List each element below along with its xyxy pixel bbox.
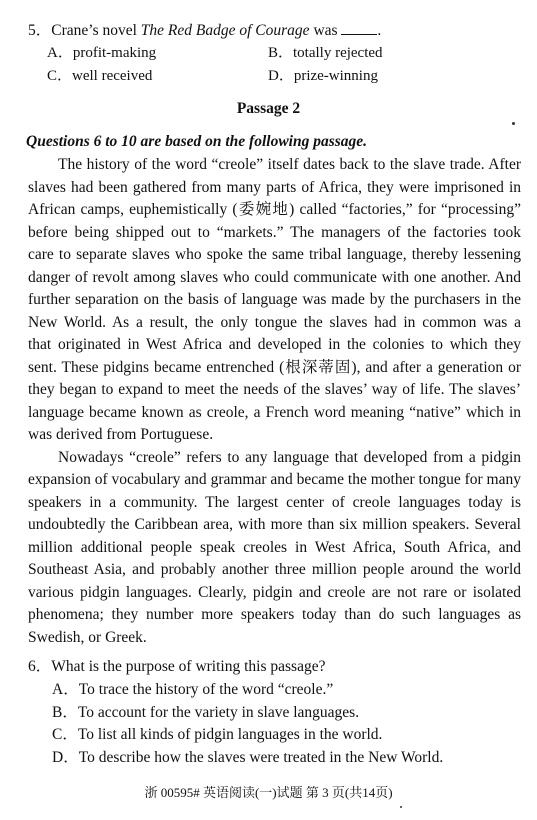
paragraph-line: slaves had been gathered from many parts of Africa, they were imprisoned in	[28, 179, 521, 196]
paragraph-line: various pidgin languages. Clearly, pidgin and creole are not rare or isolated	[28, 584, 521, 601]
novel-title: The Red Badge of Courage	[140, 22, 310, 39]
paragraph-line: further separation on the basis of language was made by the purchasers in the	[28, 291, 521, 308]
paragraph-line: before being shipped out to “markets.” The managers of the factories took	[28, 224, 521, 241]
paragraph-line: African camps, euphemistically (委婉地) called “factories,” for “processing”	[28, 201, 521, 218]
paragraph-line: New World. As a result, the only tongue the slaves had in common was a	[28, 314, 521, 331]
paragraph-line: Nowadays “creole” refers to any language that developed from a pidgin	[58, 449, 521, 466]
paragraph-line: undoubtedly the Caribbean area, with more than six million speakers. Several	[28, 516, 521, 533]
paragraph-line: sent. These pidgins became entrenched (根深蒂固), and after a generation or	[28, 359, 521, 376]
paragraph-line: phenomena; they number more speakers today than do such languages as	[28, 606, 521, 623]
question-6-stem: 6．What is the purpose of writing this passage?	[28, 658, 326, 675]
page-footer: 浙 00595# 英语阅读(一)试题 第 3 页(共14页)	[144, 785, 393, 800]
paragraph-line: they began to expand to meet the needs of the slaves’ way of life. The slaves’	[28, 381, 521, 398]
passage-title: Passage 2	[236, 100, 301, 117]
paragraph-line: expansion of vocabulary and grammar and became the mother tongue for many	[28, 471, 521, 488]
paragraph-line: that originated in West Africa and developed in the colonies to which they	[28, 336, 521, 353]
q6-option-d: D．To describe how the slaves were treated in the New World.	[52, 749, 444, 766]
paragraph-line-last: was derived from Portuguese.	[28, 426, 214, 443]
q5-option-b: B．totally rejected	[268, 45, 383, 61]
paragraph-line: care to separate slaves who spoke the same tribal language, thereby lessening	[28, 246, 521, 263]
q5-option-a: A．profit-making	[47, 45, 157, 61]
q5-prefix: 5．Crane’s novel	[28, 22, 141, 39]
q5-suffix: was	[309, 22, 338, 39]
paragraph-line: speakers in a community. The largest center of creole languages today is	[28, 494, 521, 511]
paragraph-line: Southeast Asia, and probably another three million people around the world	[28, 561, 521, 578]
q6-option-b: B．To account for the variety in slave languages.	[52, 704, 360, 721]
paragraph-line: language became known as creole, a French word meaning “native” which in	[28, 404, 521, 421]
q6-option-a: A．To trace the history of the word “creole.”	[52, 681, 334, 698]
q5-option-c: C．well received	[47, 68, 153, 84]
paragraph-line: million additional people speak creoles in West Africa, South Africa, and	[28, 539, 521, 556]
questions-heading: Questions 6 to 10 are based on the following passage.	[26, 133, 368, 150]
q5-option-d: D．prize-winning	[268, 68, 378, 84]
paragraph-line: The history of the word “creole” itself dates back to the slave trade. After	[58, 156, 521, 173]
q6-option-c: C．To list all kinds of pidgin languages in the world.	[52, 726, 383, 743]
stray-mark	[400, 806, 402, 808]
paragraph-line-last: Swedish, or Greek.	[28, 629, 147, 646]
paragraph-line: danger of revolt among slaves who could communicate with one another. And	[28, 269, 521, 286]
q5-end: .	[377, 22, 382, 39]
question-5-stem	[28, 20, 381, 41]
stray-mark	[512, 122, 515, 125]
answer-blank	[341, 20, 377, 35]
